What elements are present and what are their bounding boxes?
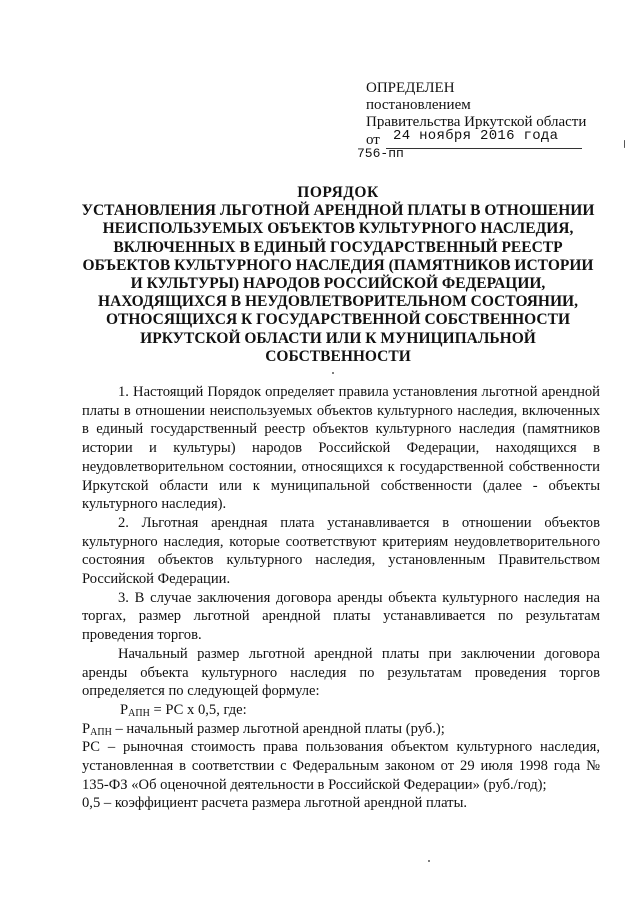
approval-number-line [357,146,606,165]
formula-subscript: АПН [128,707,150,719]
document-title [70,184,606,366]
title-line: УСТАНОВЛЕНИЯ ЛЬГОТНОЙ АРЕНДНОЙ ПЛАТЫ В ОТНОШЕНИИ [81,202,595,220]
scan-speck [428,860,430,862]
document-body [82,383,600,813]
formula-expression: = РС х 0,5, где: [149,701,247,718]
approval-by: постановлением [366,97,471,113]
approval-date: 24 ноября 2016 года [393,128,559,144]
title-line: НЕИСПОЛЬЗУЕМЫХ ОБЪЕКТОВ КУЛЬТУРНОГО НАСЛЕДИЯ, [102,220,574,238]
title-line: ОБЪЕКТОВ КУЛЬТУРНОГО НАСЛЕДИЯ (ПАМЯТНИКОВ ИСТОРИИ [82,256,594,274]
paragraph-3: 3. В случае заключения договора аренды объекта культурного наследия на торгах, размер льготной арендной платы устанавливается по результатам проведения торгов. [82,589,600,644]
approval-authority: Правительства Иркутской области [366,114,587,130]
scan-speck [624,140,625,148]
scan-speck [332,372,334,374]
title-line: И КУЛЬТУРЫ) НАРОДОВ РОССИЙСКОЙ ФЕДЕРАЦИИ, [130,275,546,293]
title-line: ОТНОСЯЩИХСЯ К ГОСУДАРСТВЕННОЙ СОБСТВЕННОСТИ [105,311,571,329]
title-heading: ПОРЯДОК [297,184,379,201]
approval-date-prefix: от [366,132,380,148]
approval-stamp [357,80,606,165]
title-line: СОБСТВЕННОСТИ [265,347,411,365]
formula-symbol: Р [120,701,129,718]
definition-rapn [82,720,600,739]
approval-number: 756-пп [357,146,404,161]
approval-status: ОПРЕДЕЛЕН [366,80,455,96]
title-line: НАХОДЯЩИХСЯ В НЕУДОВЛЕТВОРИТЕЛЬНОМ СОСТОЯНИИ, [98,293,578,311]
definition-rs: РС – рыночная стоимость права пользования объектом культурного наследия, установленная в соответствии с Федеральным законом от 29 июля 1998 года № 135-ФЗ «Об оценочной деятельности в Российской Федерации» (руб./год); [82,739,600,793]
definition-text: – начальный размер льготной арендной платы (руб.); [111,720,445,737]
title-line: ВКЛЮЧЕННЫХ В ЕДИНЫЙ ГОСУДАРСТВЕННЫЙ РЕЕСТР [113,238,563,256]
definition-coefficient: 0,5 – коэффициент расчета размера льготной арендной платы. [82,795,468,812]
title-line: ИРКУТСКОЙ ОБЛАСТИ ИЛИ К МУНИЦИПАЛЬНОЙ [140,329,536,347]
formula [82,701,600,720]
definition-subscript: АПН [90,726,112,738]
definition-symbol: Р [82,720,91,737]
paragraph-2: 2. Льготная арендная плата устанавливается в отношении объектов культурного наследия, которые соответствуют критериям неудовлетворительного состояния объектов культурного наследия, установленным Правительством Российской Федерации. [82,514,600,588]
paragraph-1: 1. Настоящий Порядок определяет правила установления льготной арендной платы в отношении неиспользуемых объектов культурного наследия, включенных в единый государственный реестр объектов культурного наследия (памятников истории и культуры) народов Российской Федерации, находящихся в неудовлетворительном состоянии, относящихся к государственной собственности Иркутской области или к муниципальной собственности (далее - объекты культурного наследия). [82,384,600,513]
paragraph-4: Начальный размер льготной арендной платы при заключении договора аренды объекта культурного наследия по результатам проведения торгов определяется по следующей формуле: [82,645,600,700]
